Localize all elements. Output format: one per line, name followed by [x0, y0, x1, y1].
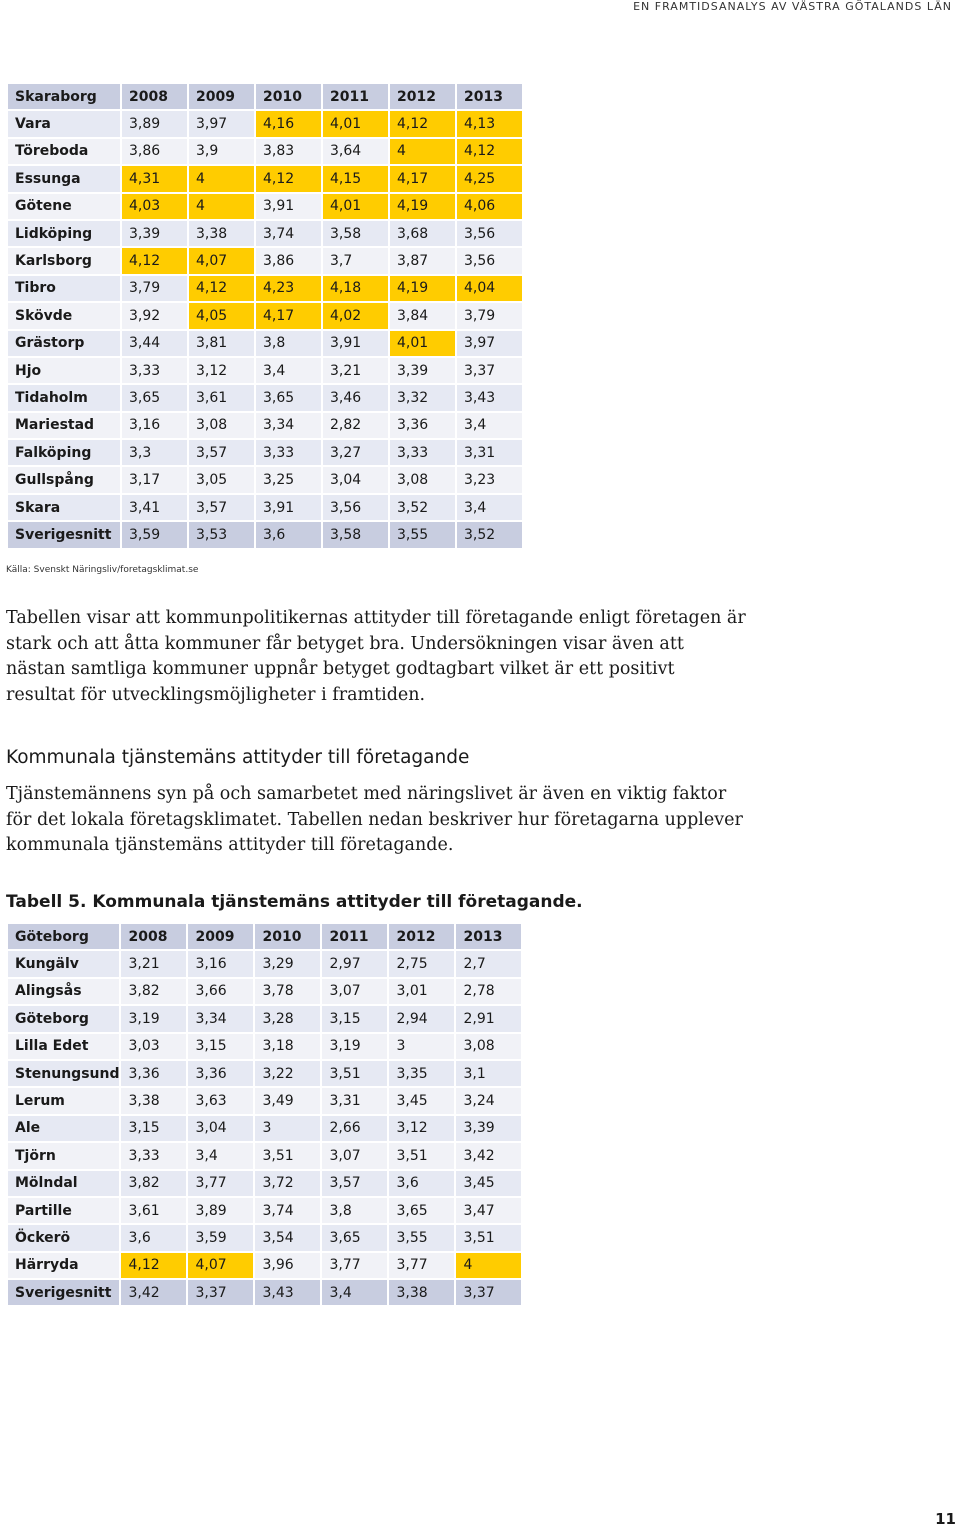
value-cell: 3,23 [457, 467, 522, 492]
value-cell: 3,39 [390, 358, 455, 383]
value-cell: 4,01 [323, 194, 388, 219]
row-name-cell: Härryda [8, 1253, 119, 1278]
value-cell: 3,96 [255, 1253, 320, 1278]
row-name-cell: Götene [8, 194, 120, 219]
table-row [8, 1225, 521, 1250]
value-cell: 3,57 [189, 495, 254, 520]
value-cell: 3,39 [122, 221, 187, 246]
value-cell: 4,06 [457, 194, 522, 219]
value-cell: 3,51 [255, 1143, 320, 1168]
value-cell: 3,46 [323, 385, 388, 410]
value-cell: 3,65 [322, 1225, 387, 1250]
value-cell: 3,56 [457, 221, 522, 246]
value-cell: 3,58 [323, 221, 388, 246]
value-cell: 3,08 [189, 413, 254, 438]
row-name-cell: Grästorp [8, 331, 120, 356]
value-cell: 3,45 [389, 1088, 454, 1113]
value-cell: 3,07 [322, 1143, 387, 1168]
value-cell: 3,52 [457, 522, 522, 547]
row-name-cell: Hjo [8, 358, 120, 383]
value-cell: 3,52 [390, 495, 455, 520]
value-cell: 3,27 [323, 440, 388, 465]
value-cell: 3,05 [189, 467, 254, 492]
value-cell: 3,42 [121, 1280, 186, 1305]
value-cell: 3,77 [389, 1253, 454, 1278]
value-cell: 3,74 [255, 1198, 320, 1223]
value-cell: 3,77 [188, 1171, 253, 1196]
value-cell: 3,03 [121, 1034, 186, 1059]
value-cell: 3,54 [255, 1225, 320, 1250]
value-cell: 3,08 [390, 467, 455, 492]
value-cell: 3,08 [456, 1034, 521, 1059]
value-cell: 3,89 [122, 111, 187, 136]
value-cell: 3,38 [389, 1280, 454, 1305]
value-cell: 4,23 [256, 276, 321, 301]
value-cell: 3,24 [456, 1088, 521, 1113]
table-caption: Tabell 5. Kommunala tjänstemäns attityder till företagande. [6, 892, 583, 912]
table-row [8, 248, 522, 273]
value-cell: 3,92 [122, 303, 187, 328]
column-header-year: 2013 [457, 84, 522, 109]
table-header-row [8, 924, 521, 949]
table-row [8, 1116, 521, 1141]
row-name-cell: Lilla Edet [8, 1034, 119, 1059]
value-cell: 3,34 [188, 1006, 253, 1031]
value-cell: 4,12 [122, 248, 187, 273]
value-cell: 3,68 [390, 221, 455, 246]
value-cell: 2,78 [456, 979, 521, 1004]
value-cell: 3,4 [457, 495, 522, 520]
row-name-cell: Göteborg [8, 1006, 119, 1031]
value-cell: 3,19 [322, 1034, 387, 1059]
summary-row [8, 522, 522, 547]
value-cell: 3,12 [189, 358, 254, 383]
value-cell: 4,04 [457, 276, 522, 301]
value-cell: 3,59 [122, 522, 187, 547]
section-heading: Kommunala tjänstemäns attityder till företagande [6, 747, 470, 768]
value-cell: 3,45 [456, 1171, 521, 1196]
value-cell: 3,3 [122, 440, 187, 465]
table-row [8, 139, 522, 164]
column-header-year: 2011 [323, 84, 388, 109]
value-cell: 3,33 [121, 1143, 186, 1168]
table-row [8, 303, 522, 328]
value-cell: 4,03 [122, 194, 187, 219]
table-row [8, 1143, 521, 1168]
summary-row [8, 1280, 521, 1305]
value-cell: 3,78 [255, 979, 320, 1004]
value-cell: 3,65 [389, 1198, 454, 1223]
value-cell: 3,15 [188, 1034, 253, 1059]
value-cell: 3,51 [389, 1143, 454, 1168]
value-cell: 3,79 [457, 303, 522, 328]
value-cell: 3,41 [122, 495, 187, 520]
value-cell: 2,66 [322, 1116, 387, 1141]
table-row [8, 979, 521, 1004]
column-header-year: 2013 [456, 924, 521, 949]
value-cell: 3,72 [255, 1171, 320, 1196]
value-cell: 4 [189, 194, 254, 219]
column-header-year: 2010 [255, 924, 320, 949]
table-row [8, 194, 522, 219]
paragraph-politicians: Tabellen visar att kommunpolitikernas attityder till företagande enligt företagen är stark och att åtta kommuner får betyget bra. Undersökningen visar även att nästan samtliga kommuner uppnår betyget godtagbart vilket är ett positivt resultat för utvecklingsmöjligheter i framtiden. [6, 608, 746, 705]
table-row [8, 413, 522, 438]
value-cell: 4,16 [256, 111, 321, 136]
value-cell: 3,15 [322, 1006, 387, 1031]
value-cell: 3,82 [121, 1171, 186, 1196]
value-cell: 3,97 [457, 331, 522, 356]
value-cell: 4,07 [188, 1253, 253, 1278]
value-cell: 3,97 [189, 111, 254, 136]
value-cell: 3,9 [189, 139, 254, 164]
value-cell: 4,17 [390, 166, 455, 191]
value-cell: 4,15 [323, 166, 388, 191]
value-cell: 3,59 [188, 1225, 253, 1250]
value-cell: 4,02 [323, 303, 388, 328]
row-name-cell: Karlsborg [8, 248, 120, 273]
value-cell: 3,04 [188, 1116, 253, 1141]
table-row [8, 276, 522, 301]
value-cell: 3,07 [322, 979, 387, 1004]
value-cell: 3,4 [256, 358, 321, 383]
value-cell: 4 [456, 1253, 521, 1278]
value-cell: 4,17 [256, 303, 321, 328]
value-cell: 3,91 [256, 194, 321, 219]
value-cell: 3,79 [122, 276, 187, 301]
table-row [8, 1198, 521, 1223]
value-cell: 4 [390, 139, 455, 164]
value-cell: 3,63 [188, 1088, 253, 1113]
value-cell: 3,12 [389, 1116, 454, 1141]
value-cell: 3,43 [255, 1280, 320, 1305]
column-header-year: 2008 [121, 924, 186, 949]
value-cell: 3,49 [255, 1088, 320, 1113]
row-name-cell: Mölndal [8, 1171, 119, 1196]
table-row [8, 358, 522, 383]
value-cell: 3,37 [457, 358, 522, 383]
table-row [8, 166, 522, 191]
paragraph-officials: Tjänstemännens syn på och samarbetet med näringslivet är även en viktig faktor för det lokala företagsklimatet. Tabellen nedan beskriver hur företagarna upplever kommunala tjänstemäns attityder till företagande. [6, 784, 743, 855]
column-header-year: 2012 [390, 84, 455, 109]
value-cell: 3,77 [322, 1253, 387, 1278]
value-cell: 3,22 [255, 1061, 320, 1086]
column-header-year: 2009 [188, 924, 253, 949]
row-name-cell: Ale [8, 1116, 119, 1141]
value-cell: 3,81 [189, 331, 254, 356]
value-cell: 4,12 [256, 166, 321, 191]
table-row [8, 1006, 521, 1031]
page-number: 11 [935, 1510, 956, 1528]
row-name-cell: Tibro [8, 276, 120, 301]
value-cell: 3,21 [121, 951, 186, 976]
value-cell: 3,57 [322, 1171, 387, 1196]
value-cell: 3,38 [121, 1088, 186, 1113]
row-name-cell: Öckerö [8, 1225, 119, 1250]
value-cell: 4,12 [121, 1253, 186, 1278]
row-name-cell: Partille [8, 1198, 119, 1223]
value-cell: 3,6 [256, 522, 321, 547]
row-name-cell: Essunga [8, 166, 120, 191]
value-cell: 3,65 [122, 385, 187, 410]
value-cell: 2,94 [389, 1006, 454, 1031]
value-cell: 3,36 [390, 413, 455, 438]
value-cell: 3,86 [256, 248, 321, 273]
running-header: EN FRAMTIDSANALYS AV VÄSTRA GÖTALANDS LÄN [633, 0, 952, 13]
value-cell: 3,7 [323, 248, 388, 273]
value-cell: 3,82 [121, 979, 186, 1004]
value-cell: 3,4 [457, 413, 522, 438]
value-cell: 3,36 [188, 1061, 253, 1086]
value-cell: 2,91 [456, 1006, 521, 1031]
table-row [8, 1171, 521, 1196]
row-name-cell: Töreboda [8, 139, 120, 164]
column-header-year: 2009 [189, 84, 254, 109]
value-cell: 3,38 [189, 221, 254, 246]
table-row [8, 1034, 521, 1059]
table-row [8, 385, 522, 410]
value-cell: 4,12 [189, 276, 254, 301]
row-name-cell: Stenungsund [8, 1061, 119, 1086]
value-cell: 3,1 [456, 1061, 521, 1086]
value-cell: 3,86 [122, 139, 187, 164]
value-cell: 3,29 [255, 951, 320, 976]
value-cell: 3,61 [121, 1198, 186, 1223]
value-cell: 3,4 [322, 1280, 387, 1305]
column-header-region: Skaraborg [8, 84, 120, 109]
value-cell: 3,33 [122, 358, 187, 383]
value-cell: 3,61 [189, 385, 254, 410]
value-cell: 3,34 [256, 413, 321, 438]
value-cell: 3,64 [323, 139, 388, 164]
value-cell: 4,13 [457, 111, 522, 136]
value-cell: 3,37 [188, 1280, 253, 1305]
column-header-region: Göteborg [8, 924, 119, 949]
value-cell: 3,32 [390, 385, 455, 410]
value-cell: 4,25 [457, 166, 522, 191]
value-cell: 2,75 [389, 951, 454, 976]
row-name-cell: Alingsås [8, 979, 119, 1004]
value-cell: 3,31 [457, 440, 522, 465]
value-cell: 4,31 [122, 166, 187, 191]
row-name-cell: Falköping [8, 440, 120, 465]
value-cell: 4,19 [390, 276, 455, 301]
value-cell: 3,66 [188, 979, 253, 1004]
value-cell: 3,25 [256, 467, 321, 492]
row-name-cell: Sverigesnitt [8, 522, 120, 547]
value-cell: 3,55 [390, 522, 455, 547]
value-cell: 3,55 [389, 1225, 454, 1250]
value-cell: 3,43 [457, 385, 522, 410]
value-cell: 3,57 [189, 440, 254, 465]
column-header-year: 2010 [256, 84, 321, 109]
value-cell: 3,53 [189, 522, 254, 547]
value-cell: 3,31 [322, 1088, 387, 1113]
value-cell: 3,36 [121, 1061, 186, 1086]
value-cell: 3,89 [188, 1198, 253, 1223]
table-header-row [8, 84, 522, 109]
value-cell: 4 [189, 166, 254, 191]
value-cell: 3,04 [323, 467, 388, 492]
row-name-cell: Tjörn [8, 1143, 119, 1168]
value-cell: 3,16 [122, 413, 187, 438]
value-cell: 3,83 [256, 139, 321, 164]
table-goteborg [6, 922, 523, 1307]
row-name-cell: Vara [8, 111, 120, 136]
value-cell: 3,18 [255, 1034, 320, 1059]
value-cell: 4,07 [189, 248, 254, 273]
value-cell: 2,97 [322, 951, 387, 976]
value-cell: 3,84 [390, 303, 455, 328]
table-row [8, 495, 522, 520]
column-header-year: 2008 [122, 84, 187, 109]
value-cell: 3,42 [456, 1143, 521, 1168]
value-cell: 3 [389, 1034, 454, 1059]
value-cell: 3,16 [188, 951, 253, 976]
value-cell: 3,8 [322, 1198, 387, 1223]
row-name-cell: Tidaholm [8, 385, 120, 410]
value-cell: 3,33 [390, 440, 455, 465]
row-name-cell: Skövde [8, 303, 120, 328]
row-name-cell: Sverigesnitt [8, 1280, 119, 1305]
value-cell: 3 [255, 1116, 320, 1141]
value-cell: 4,18 [323, 276, 388, 301]
value-cell: 3,56 [323, 495, 388, 520]
value-cell: 3,91 [256, 495, 321, 520]
value-cell: 3,51 [322, 1061, 387, 1086]
row-name-cell: Lidköping [8, 221, 120, 246]
value-cell: 3,87 [390, 248, 455, 273]
table-row [8, 951, 521, 976]
table-row [8, 1088, 521, 1113]
value-cell: 2,82 [323, 413, 388, 438]
source-note: Källa: Svenskt Näringsliv/foretagsklimat.se [6, 565, 199, 575]
table-row [8, 111, 522, 136]
table-row [8, 1061, 521, 1086]
row-name-cell: Lerum [8, 1088, 119, 1113]
value-cell: 3,37 [456, 1280, 521, 1305]
table-row [8, 1253, 521, 1278]
table-row [8, 440, 522, 465]
table-row [8, 331, 522, 356]
value-cell: 2,7 [456, 951, 521, 976]
value-cell: 3,17 [122, 467, 187, 492]
value-cell: 4,01 [323, 111, 388, 136]
row-name-cell: Skara [8, 495, 120, 520]
value-cell: 3,21 [323, 358, 388, 383]
value-cell: 3,8 [256, 331, 321, 356]
column-header-year: 2011 [322, 924, 387, 949]
value-cell: 4,01 [390, 331, 455, 356]
value-cell: 3,6 [121, 1225, 186, 1250]
table-row [8, 221, 522, 246]
value-cell: 3,39 [456, 1116, 521, 1141]
row-name-cell: Gullspång [8, 467, 120, 492]
value-cell: 3,33 [256, 440, 321, 465]
table-skaraborg [6, 82, 524, 550]
value-cell: 3,47 [456, 1198, 521, 1223]
value-cell: 3,65 [256, 385, 321, 410]
value-cell: 3,35 [389, 1061, 454, 1086]
value-cell: 3,28 [255, 1006, 320, 1031]
value-cell: 3,74 [256, 221, 321, 246]
value-cell: 4,12 [390, 111, 455, 136]
value-cell: 3,01 [389, 979, 454, 1004]
table-row [8, 467, 522, 492]
value-cell: 4,12 [457, 139, 522, 164]
value-cell: 3,91 [323, 331, 388, 356]
column-header-year: 2012 [389, 924, 454, 949]
value-cell: 4,05 [189, 303, 254, 328]
value-cell: 3,4 [188, 1143, 253, 1168]
value-cell: 3,6 [389, 1171, 454, 1196]
value-cell: 3,15 [121, 1116, 186, 1141]
value-cell: 3,19 [121, 1006, 186, 1031]
value-cell: 4,19 [390, 194, 455, 219]
value-cell: 3,58 [323, 522, 388, 547]
value-cell: 3,51 [456, 1225, 521, 1250]
value-cell: 3,44 [122, 331, 187, 356]
value-cell: 3,56 [457, 248, 522, 273]
row-name-cell: Mariestad [8, 413, 120, 438]
row-name-cell: Kungälv [8, 951, 119, 976]
